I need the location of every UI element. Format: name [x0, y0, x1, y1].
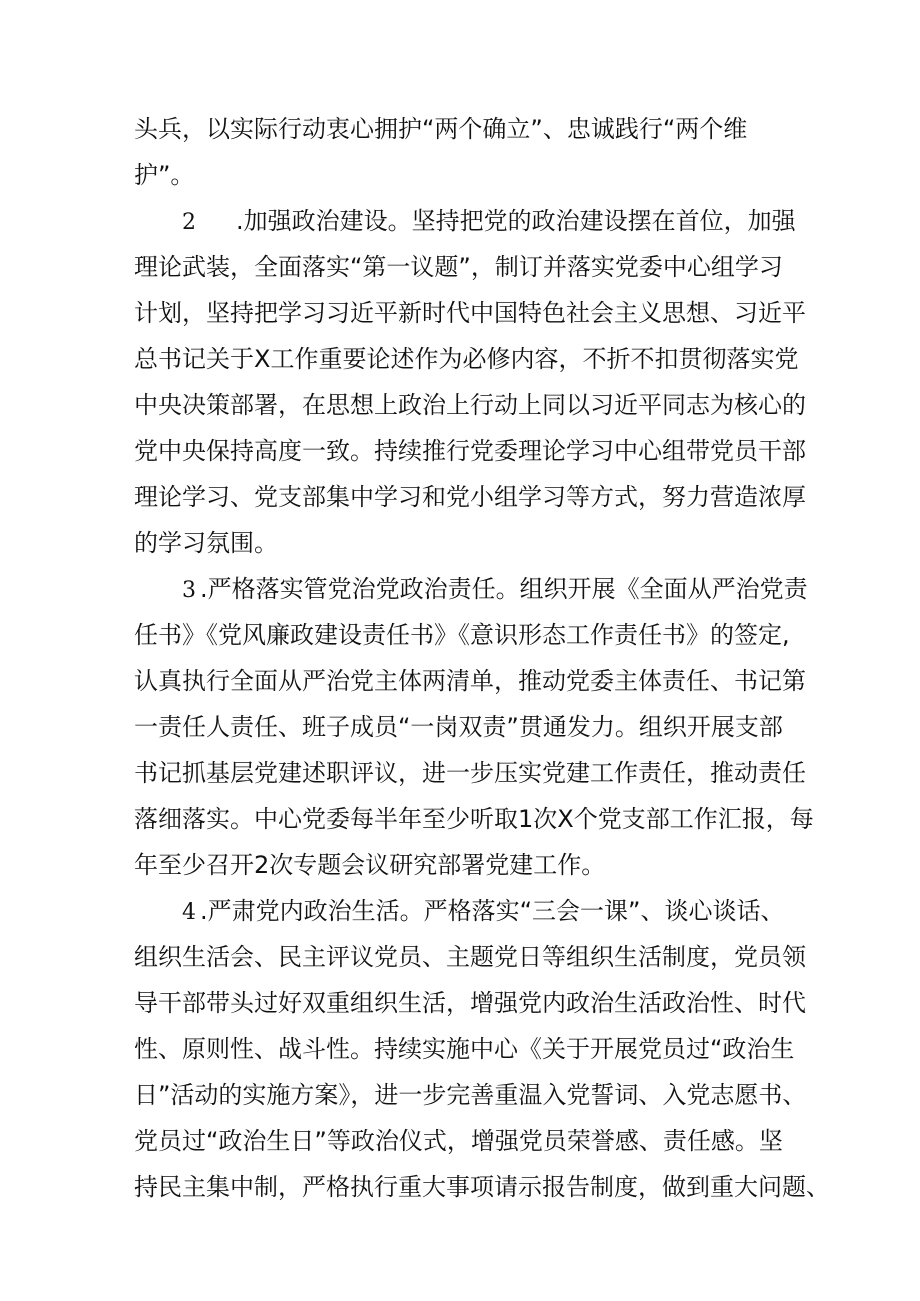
text-line: 护”。: [134, 161, 195, 189]
list-item-3-heading: [182, 572, 808, 608]
text-line: 总书记关于X工作重要论述作为必修内容，不折不扣贯彻落实党: [134, 345, 799, 373]
text-line: 性、原则性、战斗性。持续实施中心《关于开展党员过“政治生: [134, 1035, 795, 1063]
text-line: 头兵，以实际行动衷心拥护“两个确立”、忠诚践行“两个维: [134, 115, 748, 143]
text-line: 一责任人责任、班子成员“一岗双责”贯通发力。组织开展支部: [134, 713, 783, 741]
text-line: 党员过“政治生日”等政治仪式，增强党员荣誉感、责任感。坚: [134, 1127, 783, 1155]
list-number: 4: [182, 900, 196, 925]
list-number: 2: [182, 210, 196, 235]
text-line: 组织生活会、民主评议党员、主题党日等组织生活制度，党员领: [134, 943, 806, 971]
text-line: 年至少召开2次专题会议研究部署党建工作。: [134, 851, 606, 879]
text-line: 书记抓基层党建述职评议，进一步压实党建工作责任，推动责任: [134, 759, 806, 787]
text-line: 认真执行全面从严治党主体两清单，推动党委主体责任、书记第: [134, 667, 806, 695]
text-line: 计划，坚持把学习习近平新时代中国特色社会主义思想、习近平: [134, 299, 806, 327]
list-item-text: .加强政治建设。坚持把党的政治建设摆在首位，加强: [236, 207, 796, 235]
text-line: 落细落实。中心党委每半年至少听取1次X个党支部工作汇报，每: [134, 805, 814, 833]
text-line: 理论学习、党支部集中学习和党小组学习等方式，努力营造浓厚: [134, 483, 806, 511]
list-item-text: .严肃党内政治生活。严格落实“三会一课”、谈心谈话、: [200, 897, 785, 925]
text-line: 党中央保持高度一致。持续推行党委理论学习中心组带党员干部: [134, 437, 806, 465]
text-line: 中央决策部署，在思想上政治上行动上同以习近平同志为核心的: [134, 391, 806, 419]
list-number: 3: [182, 578, 196, 603]
list-item-2-heading: [182, 204, 796, 240]
text-line: 持民主集中制，严格执行重大事项请示报告制度，做到重大问题、: [134, 1173, 830, 1201]
text-line: 导干部带头过好双重组织生活，增强党内政治生活政治性、时代: [134, 989, 806, 1017]
list-item-4-heading: [182, 894, 785, 930]
list-item-text: .严格落实管党治党政治责任。组织开展《全面从严治党责: [200, 575, 808, 603]
text-line: 日”活动的实施方案》，进一步完善重温入党誓词、入党志愿书、: [134, 1081, 807, 1109]
text-line: 理论武装，全面落实“第一议题”，制订并落实党委中心组学习: [134, 253, 783, 281]
text-line: 的学习氛围。: [134, 529, 278, 557]
text-line: 任书》《党风廉政建设责任书》《意识形态工作责任书》的签定,: [134, 621, 790, 649]
